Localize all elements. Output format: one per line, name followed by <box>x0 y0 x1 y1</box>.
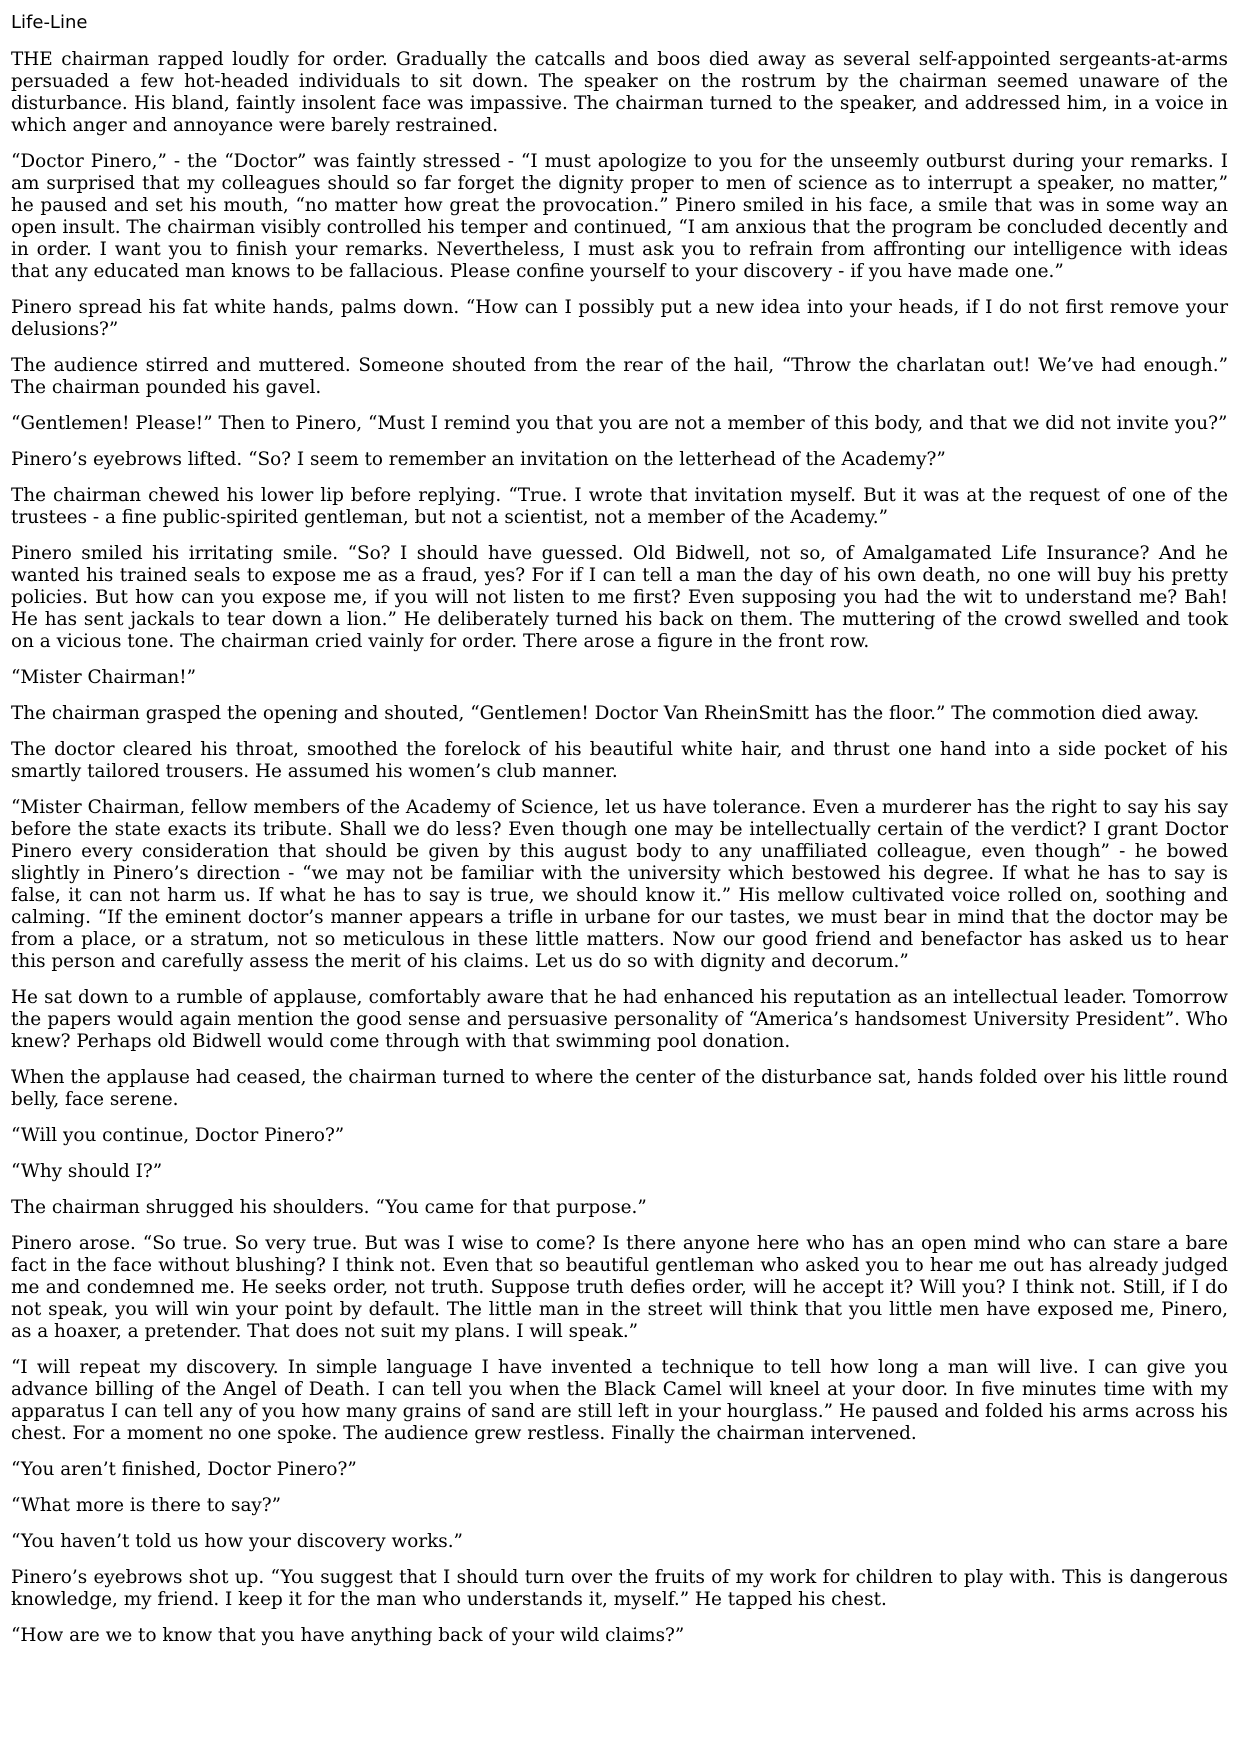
document-title: Life-Line <box>11 12 88 33</box>
paragraph: Pinero’s eyebrows lifted. “So? I seem to remember an invitation on the letterhead of the Academy?” <box>11 449 946 470</box>
story-body <box>11 49 1228 1647</box>
paragraph: “Gentlemen! Please!” Then to Pinero, “Must I remind you that you are not a member of this body, and that we did not invite you?” <box>11 413 1228 434</box>
paragraph: The chairman chewed his lower lip before replying. “True. I wrote that invitation myself. But it was at the request of one of the trustees - a fine public-spirited gentleman, but not a scientist, not a member of the Academy.” <box>11 485 1228 528</box>
paragraph: Pinero arose. “So true. So very true. But was I wise to come? Is there anyone here who has an open mind who can stare a bare fact in the face without blushing? I think not. Even that so beautiful gentleman who asked you to hear me out has already judged me and condemned me. He seeks order, not truth. Suppose truth defies order, will he accept it? Will you? I think not. Still, if I do not speak, you will win your point by default. The little man in the street will think that you little men have exposed me, Pinero, as a hoaxer, a pretender. That does not suit my plans. I will speak.” <box>11 1233 1228 1342</box>
paragraph: “How are we to know that you have anything back of your wild claims?” <box>11 1625 685 1646</box>
paragraph: “Mister Chairman, fellow members of the Academy of Science, let us have tolerance. Even a murderer has the right to say his say before the state exacts its tribute. Shall we do less? Even though one may be intellectually certain of the verdict? I grant Doctor Pinero every consideration that should be given by this august body to any unaffiliated colleague, even though” - he bowed slightly in Pinero’s direction - “we may not be familiar with the university which bestowed his degree. If what he has to say is false, it can not harm us. If what he has to say is true, we should know it.” His mellow cultivated voice rolled on, soothing and calming. “If the eminent doctor’s manner appears a trifle in urbane for our tastes, we must bear in mind that the doctor may be from a place, or a stratum, not so meticulous in these little matters. Now our good friend and benefactor has asked us to hear this person and carefully assess the merit of his claims. Let us do so with dignity and decorum.” <box>11 797 1228 972</box>
paragraph: He sat down to a rumble of applause, comfortably aware that he had enhanced his reputation as an intellectual leader. Tomorrow the papers would again mention the good sense and persuasive personality of “America’s handsomest University President”. Who knew? Perhaps old Bidwell would come through with that swimming pool donation. <box>11 987 1228 1052</box>
paragraph: The audience stirred and muttered. Someone shouted from the rear of the hail, “Throw the charlatan out! We’ve had enough.” The chairman pounded his gavel. <box>11 355 1228 398</box>
paragraph: “You aren’t finished, Doctor Pinero?” <box>11 1459 357 1480</box>
paragraph: The chairman shrugged his shoulders. “You came for that purpose.” <box>11 1197 647 1218</box>
paragraph: “You haven’t told us how your discovery works.” <box>11 1531 463 1552</box>
paragraph: Pinero’s eyebrows shot up. “You suggest that I should turn over the fruits of my work for children to play with. This is dangerous knowledge, my friend. I keep it for the man who understands it, myself.” He tapped his chest. <box>11 1567 1228 1610</box>
paragraph: “Will you continue, Doctor Pinero?” <box>11 1125 345 1146</box>
paragraph: THE chairman rapped loudly for order. Gradually the catcalls and boos died away as several self-appointed sergeants-at-arms persuaded a few hot-headed individuals to sit down. The speaker on the rostrum by the chairman seemed unaware of the disturbance. His bland, faintly insolent face was impassive. The chairman turned to the speaker, and addressed him, in a voice in which anger and annoyance were barely restrained. <box>11 49 1228 136</box>
paragraph: The chairman grasped the opening and shouted, “Gentlemen! Doctor Van RheinSmitt has the floor.” The commotion died away. <box>11 703 1200 724</box>
paragraph: When the applause had ceased, the chairman turned to where the center of the disturbance sat, hands folded over his little round belly, face serene. <box>11 1067 1228 1110</box>
paragraph: “Why should I?” <box>11 1161 163 1182</box>
paragraph: Pinero spread his fat white hands, palms down. “How can I possibly put a new idea into your heads, if I do not first remove your delusions?” <box>11 297 1228 340</box>
paragraph: “What more is there to say?” <box>11 1495 282 1516</box>
paragraph: “I will repeat my discovery. In simple language I have invented a technique to tell how long a man will live. I can give you advance billing of the Angel of Death. I can tell you when the Black Camel will kneel at your door. In five minutes time with my apparatus I can tell any of you how many grains of sand are still left in your hourglass.” He paused and folded his arms across his chest. For a moment no one spoke. The audience grew restless. Finally the chairman intervened. <box>11 1357 1228 1444</box>
paragraph: Pinero smiled his irritating smile. “So? I should have guessed. Old Bidwell, not so, of Amalgamated Life Insurance? And he wanted his trained seals to expose me as a fraud, yes? For if I can tell a man the day of his own death, no one will buy his pretty policies. But how can you expose me, if you will not listen to me first? Even supposing you had the wit to understand me? Bah! He has sent jackals to tear down a lion.” He deliberately turned his back on them. The muttering of the crowd swelled and took on a vicious tone. The chairman cried vainly for order. There arose a figure in the front row. <box>11 543 1228 652</box>
paragraph: “Doctor Pinero,” - the “Doctor” was faintly stressed - “I must apologize to you for the unseemly outburst during your remarks. I am surprised that my colleagues should so far forget the dignity proper to men of science as to interrupt a speaker, no matter,” he paused and set his mouth, “no matter how great the provocation.” Pinero smiled in his face, a smile that was in some way an open insult. The chairman visibly controlled his temper and continued, “I am anxious that the program be concluded decently and in order. I want you to finish your remarks. Nevertheless, I must ask you to refrain from affronting our intelligence with ideas that any educated man knows to be fallacious. Please confine yourself to your discovery - if you have made one.” <box>11 151 1228 282</box>
paragraph: “Mister Chairman!” <box>11 667 197 688</box>
paragraph: The doctor cleared his throat, smoothed the forelock of his beautiful white hair, and thrust one hand into a side pocket of his smartly tailored trousers. He assumed his women’s club manner. <box>11 739 1228 782</box>
